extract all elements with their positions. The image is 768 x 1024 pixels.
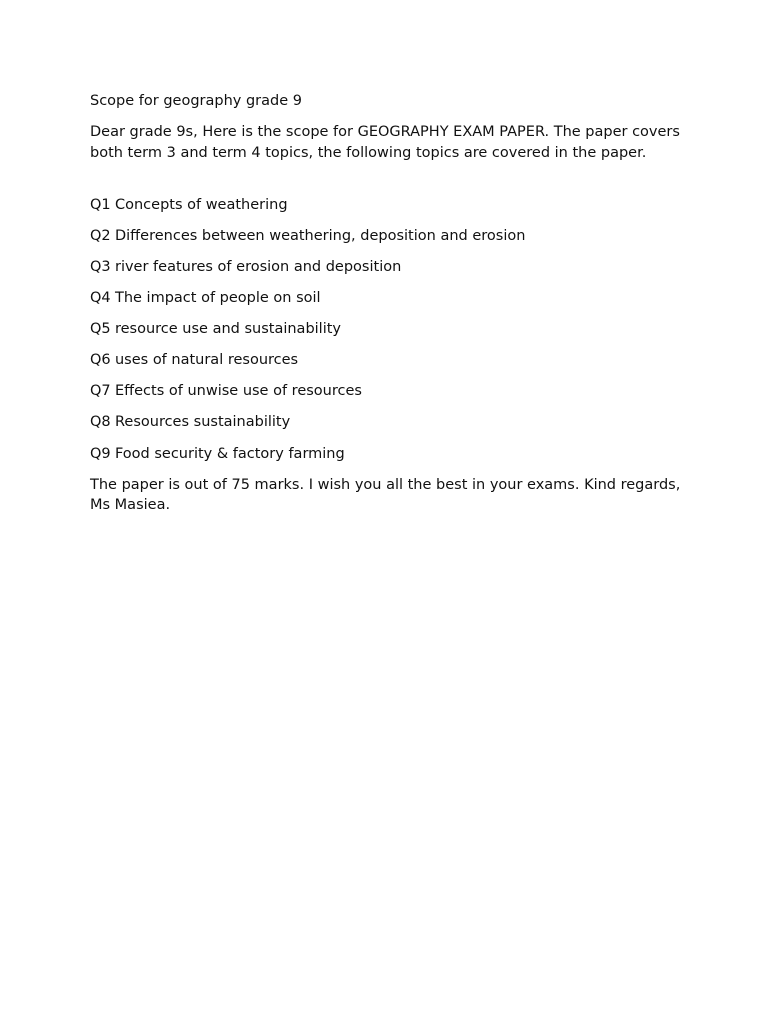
question-topic: Concepts of weathering	[114, 196, 288, 213]
question-number: Q7	[90, 383, 111, 400]
question-topic: Differences between weathering, deposition and erosion	[114, 227, 526, 244]
question-item	[90, 288, 690, 309]
question-topic: uses of natural resources	[114, 352, 299, 369]
question-list	[90, 195, 690, 464]
question-topic: The impact of people on soil	[114, 290, 321, 307]
question-number: Q8	[90, 414, 111, 431]
intro-paragraph: Dear grade 9s, Here is the scope for GEOGRAPHY EXAM PAPER. The paper covers both term 3 and term 4 topics, the following topics are covered in the paper.	[90, 124, 680, 161]
question-topic: Resources sustainability	[114, 414, 291, 431]
question-item	[90, 319, 690, 340]
question-topic: resource use and sustainability	[114, 321, 342, 338]
question-number: Q3	[90, 258, 111, 275]
closing-paragraph: The paper is out of 75 marks. I wish you all the best in your exams. Kind regards, Ms Masiea.	[90, 476, 681, 514]
question-number: Q6	[90, 352, 111, 369]
question-item	[90, 195, 690, 216]
question-item	[90, 444, 690, 465]
question-item	[90, 226, 690, 247]
question-item	[90, 381, 690, 402]
question-item	[90, 257, 690, 278]
question-topic: river features of erosion and deposition	[114, 258, 402, 275]
question-number: Q5	[90, 321, 111, 338]
question-topic: Food security & factory farming	[114, 445, 345, 462]
question-topic: Effects of unwise use of resources	[114, 383, 362, 400]
question-number: Q1	[90, 196, 111, 213]
question-item	[90, 350, 690, 371]
question-number: Q2	[90, 227, 111, 244]
question-number: Q4	[90, 290, 111, 307]
document-title: Scope for geography grade 9	[90, 93, 302, 109]
question-number: Q9	[90, 445, 111, 462]
document-body	[90, 91, 690, 526]
question-item	[90, 412, 690, 433]
